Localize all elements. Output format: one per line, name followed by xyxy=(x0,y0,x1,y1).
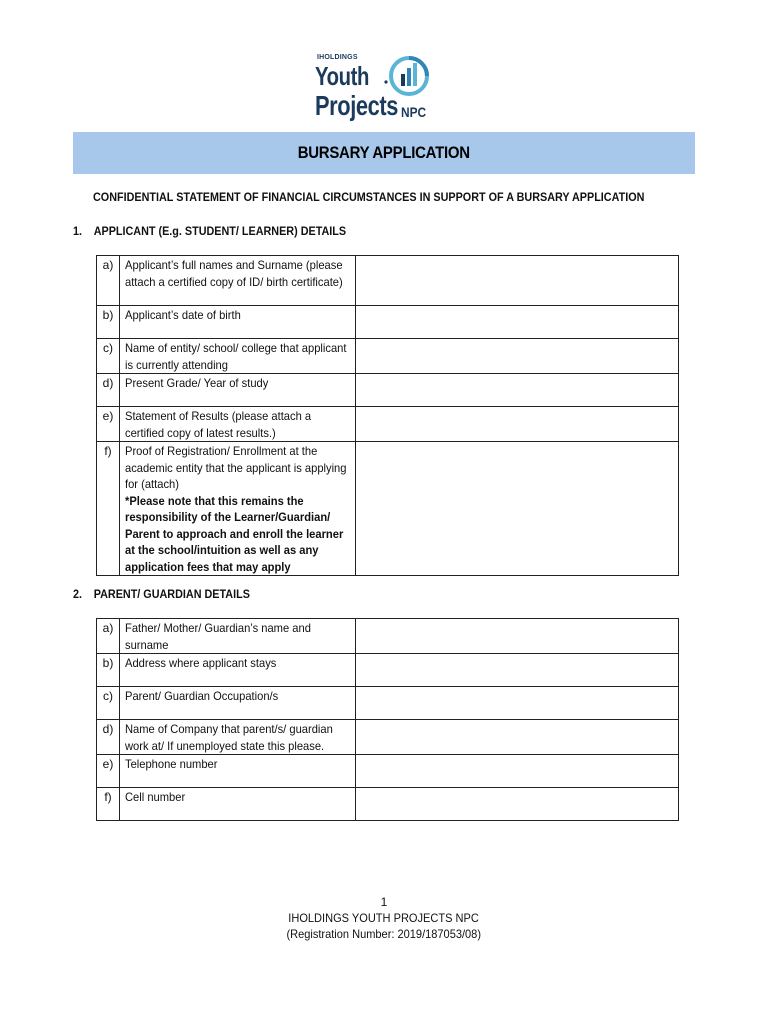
guardian-company-field[interactable] xyxy=(356,720,679,755)
guardian-details-table xyxy=(96,618,679,821)
row-label-text: Cell number xyxy=(125,790,186,804)
row-label xyxy=(120,374,356,407)
row-label xyxy=(120,720,356,755)
row-letter: d) xyxy=(97,720,120,755)
table-row xyxy=(97,306,679,339)
proof-of-registration-field[interactable] xyxy=(356,442,679,576)
row-label xyxy=(120,306,356,339)
row-letter: f) xyxy=(97,442,120,576)
table-row xyxy=(97,339,679,374)
row-letter: e) xyxy=(97,407,120,442)
section-1-number: 1. xyxy=(73,224,83,238)
row-label xyxy=(120,407,356,442)
applicant-full-name-field[interactable] xyxy=(356,256,679,306)
logo-line-2: Projects xyxy=(315,90,399,121)
present-grade-field[interactable] xyxy=(356,374,679,407)
title-banner xyxy=(73,132,695,174)
row-label-text: Statement of Results (please attach a certified copy of latest results.) xyxy=(125,409,312,440)
table-row xyxy=(97,374,679,407)
applicant-dob-field[interactable] xyxy=(356,306,679,339)
row-label-main: Proof of Registration/ Enrollment at the academic entity that the applicant is applying for (attach) xyxy=(125,444,347,491)
section-1-heading xyxy=(73,224,346,238)
row-letter: b) xyxy=(97,306,120,339)
applicant-details-table xyxy=(96,255,679,576)
section-2-number: 2. xyxy=(73,587,83,601)
row-label xyxy=(120,339,356,374)
row-label-text: Name of Company that parent/s/ guardian work at/ If unemployed state this please. xyxy=(125,722,333,753)
row-label xyxy=(120,755,356,788)
row-label xyxy=(120,687,356,720)
document-subtitle: CONFIDENTIAL STATEMENT OF FINANCIAL CIRCUMSTANCES IN SUPPORT OF A BURSARY APPLICATION xyxy=(93,190,645,204)
footer-company: IHOLDINGS YOUTH PROJECTS NPC xyxy=(288,911,480,925)
logo-small-text: IHOLDINGS xyxy=(317,54,358,61)
row-label xyxy=(120,442,356,576)
guardian-occupation-field[interactable] xyxy=(356,687,679,720)
page-number: 1 xyxy=(380,895,388,909)
logo-suffix: NPC xyxy=(401,104,427,120)
row-letter: c) xyxy=(97,687,120,720)
section-2-title: PARENT/ GUARDIAN DETAILS xyxy=(93,587,250,601)
row-label-text: Parent/ Guardian Occupation/s xyxy=(125,689,279,703)
row-label-text: Applicant’s full names and Surname (please attach a certified copy of ID/ birth certificate) xyxy=(125,258,343,289)
row-label-text: Telephone number xyxy=(125,757,218,771)
table-row xyxy=(97,720,679,755)
table-row xyxy=(97,442,679,576)
row-label-text: Address where applicant stays xyxy=(125,656,277,670)
logo-line-1: Youth xyxy=(315,61,369,91)
section-2-heading xyxy=(73,587,250,601)
row-label xyxy=(120,788,356,821)
row-letter: c) xyxy=(97,339,120,374)
row-label xyxy=(120,654,356,687)
row-label xyxy=(120,619,356,654)
table-row xyxy=(97,619,679,654)
logo-emblem-icon xyxy=(377,52,431,102)
cell-number-field[interactable] xyxy=(356,788,679,821)
row-letter: a) xyxy=(97,256,120,306)
telephone-number-field[interactable] xyxy=(356,755,679,788)
table-row xyxy=(97,755,679,788)
row-letter: e) xyxy=(97,755,120,788)
row-label xyxy=(120,256,356,306)
document-title: BURSARY APPLICATION xyxy=(297,143,471,162)
row-letter: a) xyxy=(97,619,120,654)
company-logo xyxy=(313,52,431,128)
table-row xyxy=(97,687,679,720)
row-label-text: Father/ Mother/ Guardian’s name and surname xyxy=(125,621,311,652)
applicant-address-field[interactable] xyxy=(356,654,679,687)
statement-of-results-field[interactable] xyxy=(356,407,679,442)
section-1-title: APPLICANT (E.g. STUDENT/ LEARNER) DETAILS xyxy=(93,224,347,238)
current-school-field[interactable] xyxy=(356,339,679,374)
row-label-text: Applicant’s date of birth xyxy=(125,308,241,322)
table-row xyxy=(97,788,679,821)
footer-registration: (Registration Number: 2019/187053/08) xyxy=(286,927,482,941)
row-label-text xyxy=(125,443,351,575)
row-letter: f) xyxy=(97,788,120,821)
table-row xyxy=(97,654,679,687)
row-label-text: Present Grade/ Year of study xyxy=(125,376,269,390)
table-row xyxy=(97,407,679,442)
footer xyxy=(0,894,768,942)
table-row xyxy=(97,256,679,306)
responsibility-note: *Please note that this remains the responsibility of the Learner/Guardian/ Parent to approach and enroll the learner at the school/intuition as well as any application fees that may apply xyxy=(125,493,344,574)
row-label-text: Name of entity/ school/ college that applicant is currently attending xyxy=(125,341,347,372)
row-letter: d) xyxy=(97,374,120,407)
guardian-name-field[interactable] xyxy=(356,619,679,654)
row-letter: b) xyxy=(97,654,120,687)
